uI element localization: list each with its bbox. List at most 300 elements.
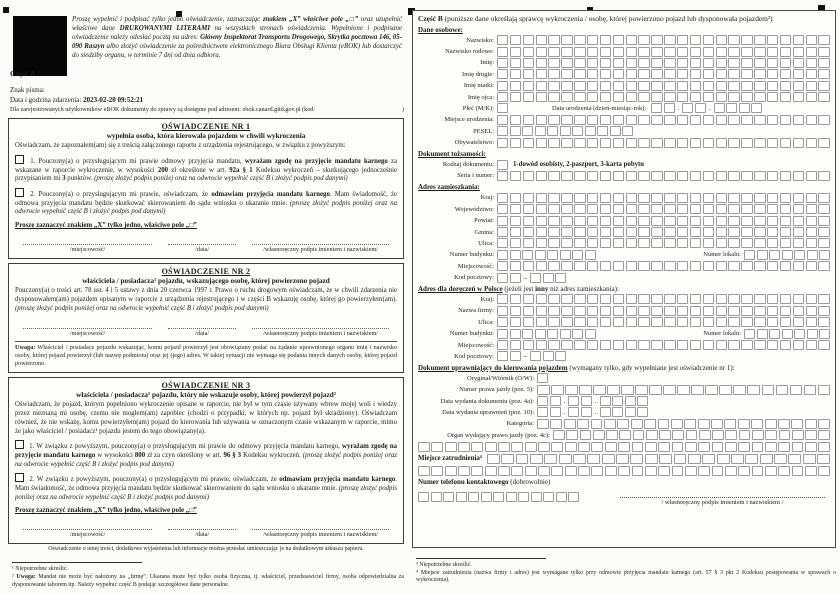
char-box[interactable] [626,261,637,271]
char-box[interactable] [574,171,585,181]
char-box[interactable] [544,454,557,464]
char-box[interactable] [664,47,675,57]
char-box[interactable] [651,261,662,271]
char-box[interactable] [664,35,675,45]
char-box[interactable] [537,419,549,429]
char-box[interactable] [487,454,500,464]
char-box[interactable] [728,216,739,226]
char-box[interactable] [638,69,649,79]
char-box[interactable] [782,250,793,260]
char-box[interactable] [664,340,675,350]
char-box[interactable] [780,204,791,214]
char-box[interactable] [597,126,608,136]
char-box[interactable] [690,317,701,327]
char-box[interactable] [754,306,765,316]
char-box[interactable] [646,430,658,440]
char-box[interactable] [626,35,637,45]
char-box[interactable] [619,430,631,440]
char-box[interactable] [613,204,624,214]
char-box[interactable] [587,238,598,248]
char-box[interactable] [690,47,701,57]
char-box[interactable] [778,419,790,429]
char-box[interactable] [818,47,829,57]
char-box[interactable] [581,396,592,406]
char-box[interactable] [561,317,572,327]
char-box[interactable] [703,204,714,214]
char-box[interactable] [574,115,585,125]
char-box[interactable] [548,294,559,304]
char-box[interactable] [792,442,804,452]
char-box[interactable] [754,193,765,203]
char-box[interactable] [690,294,701,304]
char-box[interactable] [690,92,701,102]
char-box[interactable] [807,329,818,339]
char-box[interactable] [780,47,791,57]
char-box[interactable] [626,238,637,248]
char-box[interactable] [677,58,688,68]
char-box[interactable] [574,216,585,226]
char-box[interactable] [664,227,675,237]
char-box[interactable] [794,329,805,339]
char-box[interactable] [752,466,764,476]
char-box[interactable] [523,306,534,316]
char-box[interactable] [716,204,727,214]
char-box[interactable] [638,317,649,327]
char-box[interactable] [510,329,521,339]
char-box[interactable] [691,385,704,395]
char-box[interactable] [690,138,701,148]
char-box[interactable] [612,407,623,417]
char-box[interactable] [550,419,562,429]
char-box[interactable] [591,466,603,476]
char-box[interactable] [780,138,791,148]
char-box[interactable] [716,81,727,91]
char-box[interactable] [497,171,508,181]
char-box[interactable] [548,238,559,248]
char-box[interactable] [593,385,606,395]
char-box[interactable] [510,126,521,136]
char-box[interactable] [651,238,662,248]
char-box[interactable] [807,250,818,260]
char-box[interactable] [682,103,693,113]
char-box[interactable] [703,138,714,148]
char-box[interactable] [574,227,585,237]
char-box[interactable] [677,261,688,271]
char-box[interactable] [638,81,649,91]
char-box[interactable] [497,250,508,260]
char-box[interactable] [645,454,658,464]
char-box[interactable] [690,306,701,316]
char-box[interactable] [560,126,571,136]
char-box[interactable] [703,261,714,271]
char-box[interactable] [688,454,701,464]
char-box[interactable] [731,454,744,464]
char-box[interactable] [754,204,765,214]
char-box[interactable] [536,193,547,203]
char-box[interactable] [638,204,649,214]
char-box[interactable] [565,385,578,395]
char-box[interactable] [600,92,611,102]
char-box[interactable] [741,193,752,203]
char-box[interactable] [741,115,752,125]
char-box[interactable] [637,407,648,417]
name-signature-line[interactable] [252,523,389,530]
char-box[interactable] [664,294,675,304]
char-box[interactable] [587,261,598,271]
char-box[interactable] [613,317,624,327]
char-box[interactable] [510,351,521,361]
char-box[interactable] [664,204,675,214]
date-signature-line[interactable] [168,322,236,329]
char-box[interactable] [793,47,804,57]
char-box[interactable] [818,193,829,203]
char-box[interactable] [530,351,541,361]
char-box[interactable] [581,407,592,417]
statement-1-checkbox-1[interactable] [15,155,24,164]
char-box[interactable] [638,58,649,68]
char-box[interactable] [793,171,804,181]
char-box[interactable] [672,466,684,476]
char-box[interactable] [591,442,603,452]
char-box[interactable] [523,204,534,214]
char-box[interactable] [806,138,817,148]
char-box[interactable] [613,115,624,125]
char-box[interactable] [600,261,611,271]
char-box[interactable] [510,47,521,57]
char-box[interactable] [744,250,755,260]
char-box[interactable] [767,171,778,181]
char-box[interactable] [651,115,662,125]
char-box[interactable] [600,306,611,316]
char-box[interactable] [677,35,688,45]
char-box[interactable] [725,442,737,452]
char-box[interactable] [806,227,817,237]
char-box[interactable] [618,442,630,452]
char-box[interactable] [602,454,615,464]
char-box[interactable] [780,317,791,327]
char-box[interactable] [716,216,727,226]
char-box[interactable] [690,238,701,248]
char-box[interactable] [780,294,791,304]
char-box[interactable] [561,238,572,248]
char-box[interactable] [600,69,611,79]
char-box[interactable] [739,103,750,113]
char-box[interactable] [535,329,546,339]
char-box[interactable] [530,273,541,283]
char-box[interactable] [690,35,701,45]
char-box[interactable] [677,238,688,248]
char-box[interactable] [716,317,727,327]
char-box[interactable] [677,317,688,327]
char-box[interactable] [536,58,547,68]
char-box[interactable] [767,261,778,271]
char-box[interactable] [806,340,817,350]
char-box[interactable] [671,419,683,429]
char-box[interactable] [712,430,724,440]
char-box[interactable] [702,454,715,464]
char-box[interactable] [741,317,752,327]
char-box[interactable] [716,261,727,271]
char-box[interactable] [741,340,752,350]
char-box[interactable] [793,92,804,102]
char-box[interactable] [568,407,579,417]
char-box[interactable] [536,92,547,102]
char-box[interactable] [677,306,688,316]
place-signature-line[interactable] [23,523,152,530]
place-signature-line[interactable] [23,322,152,329]
char-box[interactable] [780,58,791,68]
char-box[interactable] [587,58,598,68]
char-box[interactable] [651,81,662,91]
char-box[interactable] [543,492,554,502]
char-box[interactable] [510,227,521,237]
char-box[interactable] [818,81,829,91]
char-box[interactable] [600,81,611,91]
char-box[interactable] [638,138,649,148]
place-signature-line[interactable] [23,238,152,245]
char-box[interactable] [560,250,571,260]
char-box[interactable] [677,216,688,226]
char-box[interactable] [677,138,688,148]
char-box[interactable] [792,466,804,476]
char-box[interactable] [705,385,718,395]
char-box[interactable] [574,306,585,316]
char-box[interactable] [793,317,804,327]
char-box[interactable] [754,238,765,248]
char-box[interactable] [548,138,559,148]
char-box[interactable] [525,442,537,452]
char-box[interactable] [788,454,801,464]
char-box[interactable] [728,294,739,304]
char-box[interactable] [738,466,750,476]
char-box[interactable] [698,466,710,476]
char-box[interactable] [510,69,521,79]
char-box[interactable] [677,385,690,395]
char-box[interactable] [690,216,701,226]
char-box[interactable] [537,407,548,417]
char-box[interactable] [497,47,508,57]
char-box[interactable] [767,238,778,248]
char-box[interactable] [754,171,765,181]
char-box[interactable] [728,204,739,214]
char-box[interactable] [574,81,585,91]
char-box[interactable] [744,329,755,339]
char-box[interactable] [510,193,521,203]
char-box[interactable] [703,193,714,203]
char-box[interactable] [793,340,804,350]
char-box[interactable] [805,442,817,452]
char-box[interactable] [510,238,521,248]
char-box[interactable] [703,58,714,68]
char-box[interactable] [518,492,529,502]
char-box[interactable] [716,306,727,316]
char-box[interactable] [497,58,508,68]
char-box[interactable] [626,69,637,79]
char-box[interactable] [587,193,598,203]
char-box[interactable] [516,454,529,464]
char-box[interactable] [497,216,508,226]
char-box[interactable] [818,419,830,429]
char-box[interactable] [568,492,579,502]
char-box[interactable] [690,81,701,91]
char-box[interactable] [651,69,662,79]
char-box[interactable] [767,138,778,148]
char-box[interactable] [778,442,790,452]
char-box[interactable] [613,171,624,181]
char-box[interactable] [566,430,578,440]
char-box[interactable] [548,227,559,237]
char-box[interactable] [445,466,457,476]
char-box[interactable] [684,419,696,429]
char-box[interactable] [780,92,791,102]
char-box[interactable] [497,329,508,339]
char-box[interactable] [716,340,727,350]
char-box[interactable] [498,466,510,476]
char-box[interactable] [806,306,817,316]
char-box[interactable] [703,35,714,45]
char-box[interactable] [638,115,649,125]
char-box[interactable] [664,261,675,271]
char-box[interactable] [767,35,778,45]
date-signature-line[interactable] [168,238,236,245]
char-box[interactable] [686,430,698,440]
char-box[interactable] [593,430,605,440]
char-box[interactable] [741,216,752,226]
char-box[interactable] [485,442,497,452]
char-box[interactable] [677,294,688,304]
char-box[interactable] [548,81,559,91]
char-box[interactable] [638,193,649,203]
char-box[interactable] [651,193,662,203]
char-box[interactable] [664,216,675,226]
char-box[interactable] [580,430,592,440]
char-box[interactable] [431,492,442,502]
char-box[interactable] [806,238,817,248]
char-box[interactable] [572,329,583,339]
char-box[interactable] [585,126,596,136]
char-box[interactable] [659,454,672,464]
char-box[interactable] [767,227,778,237]
char-box[interactable] [561,204,572,214]
char-box[interactable] [497,317,508,327]
char-box[interactable] [760,454,773,464]
char-box[interactable] [780,81,791,91]
char-box[interactable] [587,138,598,148]
char-box[interactable] [803,454,816,464]
char-box[interactable] [536,317,547,327]
char-box[interactable] [587,69,598,79]
char-box[interactable] [510,35,521,45]
char-box[interactable] [818,138,829,148]
char-box[interactable] [741,227,752,237]
char-box[interactable] [633,430,645,440]
char-box[interactable] [728,227,739,237]
char-box[interactable] [778,466,790,476]
char-box[interactable] [548,306,559,316]
char-box[interactable] [536,138,547,148]
char-box[interactable] [632,442,644,452]
char-box[interactable] [806,92,817,102]
char-box[interactable] [613,81,624,91]
char-box[interactable] [651,92,662,102]
char-box[interactable] [613,58,624,68]
char-box[interactable] [600,294,611,304]
char-box[interactable] [769,250,780,260]
char-box[interactable] [497,204,508,214]
char-box[interactable] [626,171,637,181]
char-box[interactable] [774,454,787,464]
char-box[interactable] [578,466,590,476]
char-box[interactable] [754,340,765,350]
char-box[interactable] [577,419,589,429]
char-box[interactable] [651,171,662,181]
char-box[interactable] [728,115,739,125]
char-box[interactable] [600,204,611,214]
char-box[interactable] [523,238,534,248]
char-box[interactable] [510,58,521,68]
char-box[interactable] [632,466,644,476]
char-box[interactable] [626,58,637,68]
char-box[interactable] [561,47,572,57]
char-box[interactable] [613,47,624,57]
char-box[interactable] [716,115,727,125]
char-box[interactable] [751,103,762,113]
char-box[interactable] [587,47,598,57]
char-box[interactable] [716,171,727,181]
char-box[interactable] [780,306,791,316]
char-box[interactable] [523,294,534,304]
char-box[interactable] [613,238,624,248]
char-box[interactable] [536,171,547,181]
char-box[interactable] [741,306,752,316]
char-box[interactable] [574,58,585,68]
char-box[interactable] [578,442,590,452]
char-box[interactable] [510,273,521,283]
char-box[interactable] [537,373,548,383]
char-box[interactable] [711,419,723,429]
char-box[interactable] [600,35,611,45]
char-box[interactable] [818,442,830,452]
char-box[interactable] [510,261,521,271]
char-box[interactable] [497,69,508,79]
char-box[interactable] [613,216,624,226]
char-box[interactable] [522,329,533,339]
char-box[interactable] [728,58,739,68]
char-box[interactable] [767,58,778,68]
char-box[interactable] [703,92,714,102]
char-box[interactable] [458,442,470,452]
char-box[interactable] [793,306,804,316]
char-box[interactable] [523,115,534,125]
char-box[interactable] [664,171,675,181]
char-box[interactable] [638,35,649,45]
char-box[interactable] [790,385,803,395]
char-box[interactable] [817,454,830,464]
char-box[interactable] [625,407,636,417]
char-box[interactable] [767,216,778,226]
char-box[interactable] [574,294,585,304]
char-box[interactable] [741,47,752,57]
char-box[interactable] [806,193,817,203]
char-box[interactable] [510,317,521,327]
char-box[interactable] [613,92,624,102]
char-box[interactable] [587,216,598,226]
char-box[interactable] [703,238,714,248]
char-box[interactable] [685,466,697,476]
char-box[interactable] [538,466,550,476]
char-box[interactable] [757,329,768,339]
char-box[interactable] [716,69,727,79]
